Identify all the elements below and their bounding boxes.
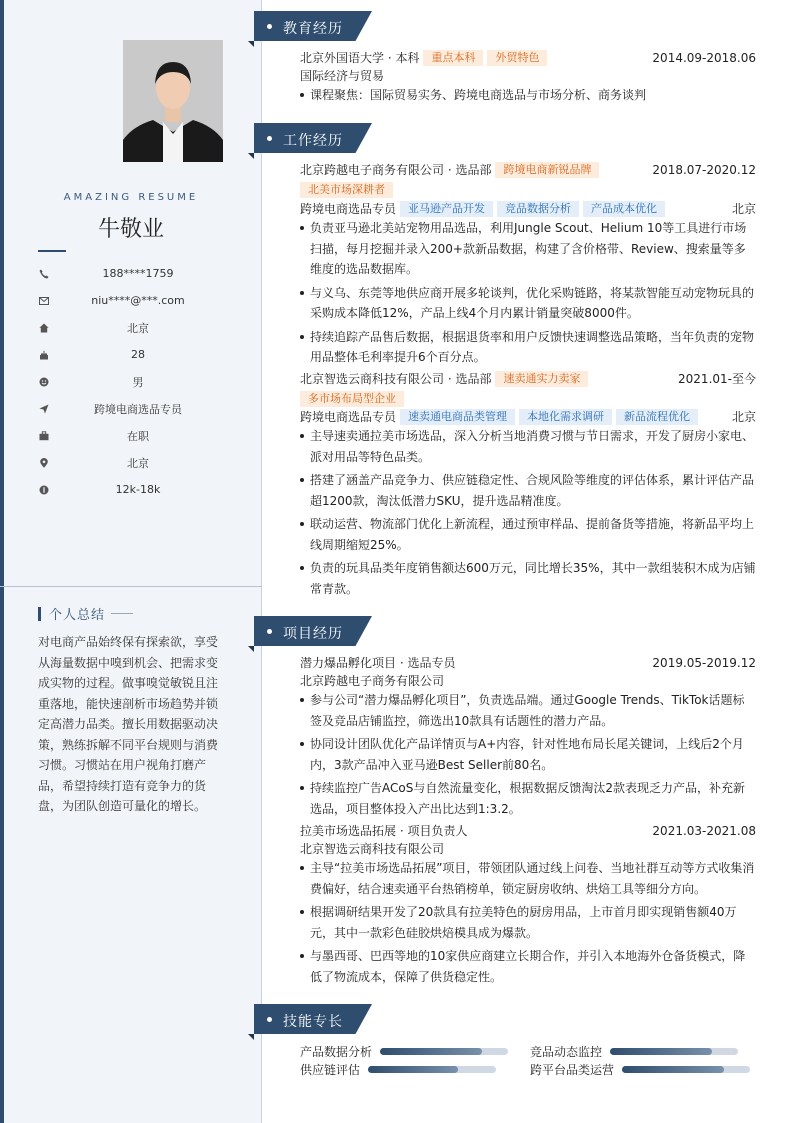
info-value: 男 xyxy=(132,375,144,389)
info-row-status xyxy=(38,422,238,449)
job-company-tag-row xyxy=(296,389,752,409)
bullet-item: 主导速卖通拉美市场选品，深入分析当地消费习惯与节日需求，开发了厨房小家电、派对用品等特色品类。 xyxy=(300,426,756,467)
education-bullets xyxy=(300,85,756,109)
home-icon xyxy=(38,322,50,334)
info-row-salary xyxy=(38,476,238,503)
info-value: 28 xyxy=(131,348,145,361)
role-tag: 产品成本优化 xyxy=(583,201,665,217)
sidebar xyxy=(0,0,262,1123)
job-bullets xyxy=(300,218,756,371)
company-tag: 多市场布局型企业 xyxy=(300,391,404,407)
info-value: 北京 xyxy=(127,321,149,335)
project-name: 拉美市场选品拓展 · 项目负责人 xyxy=(300,824,468,838)
info-row-city xyxy=(38,449,238,476)
info-row-age xyxy=(38,341,238,368)
info-value: 北京 xyxy=(127,456,149,470)
company-tag: 跨境电商新锐品牌 xyxy=(495,162,599,178)
skill-level-bar xyxy=(380,1048,508,1055)
bullet-item: 主导“拉美市场选品拓展”项目，带领团队通过线上问卷、当地社群互动等方式收集消费偏好，结合速卖通平台热销榜单，锁定厨房收纳、烘焙工具等细分方向。 xyxy=(300,858,756,899)
education-date: 2014.09-2018.06 xyxy=(652,51,756,65)
company-tag: 速卖通实力卖家 xyxy=(495,371,588,387)
job-date: 2018.07-2020.12 xyxy=(652,163,756,177)
briefcase-icon xyxy=(38,430,50,442)
skill-level-bar xyxy=(622,1066,750,1073)
skill-item xyxy=(300,1042,508,1060)
bullet-item: 与墨西哥、巴西等地的10家供应商建立长期合作，并引入本地海外仓备货模式，降低了物流成本，保障了供货稳定性。 xyxy=(300,946,756,987)
bullet-item: 参与公司“潜力爆品孵化项目”，负责选品端。通过Google Trends、TikTok话题标签及竞品店铺监控，筛选出10款具有话题性的潜力产品。 xyxy=(300,690,756,731)
job-date: 2021.01-至今 xyxy=(678,372,756,386)
education-tag: 外贸特色 xyxy=(487,50,547,66)
bullet-item: 协同设计团队优化产品详情页与A+内容，针对性地布局长尾关键词，上线后2个月内，3款产品冲入亚马逊Best Seller前80名。 xyxy=(300,734,756,775)
skill-item xyxy=(530,1060,750,1078)
job-bullets xyxy=(300,426,756,602)
skill-name: 跨平台品类运营 xyxy=(530,1062,615,1077)
education-tag: 重点本科 xyxy=(423,50,483,66)
company-name: 北京跨越电子商务有限公司 · 选品部 xyxy=(300,163,492,177)
skill-level-bar xyxy=(610,1048,738,1055)
sidebar-divider xyxy=(0,586,262,587)
skill-item xyxy=(530,1042,738,1060)
section-header-skills xyxy=(254,1004,372,1034)
info-row-gender xyxy=(38,368,238,395)
smiley-icon xyxy=(38,376,50,388)
role-tag: 本地化需求调研 xyxy=(519,409,612,425)
job-role-row xyxy=(300,407,756,427)
section-title: 教育经历 xyxy=(283,21,343,37)
project-company: 北京智选云商科技有限公司 xyxy=(300,842,445,856)
info-row-position xyxy=(38,395,238,422)
role-tag: 新品流程优化 xyxy=(616,409,698,425)
info-value: 188****1759 xyxy=(102,267,174,280)
section-header-work xyxy=(254,123,372,153)
job-city: 北京 xyxy=(731,202,756,216)
summary-title: 个人总结 xyxy=(49,608,106,623)
money-icon xyxy=(38,484,50,496)
info-row-phone xyxy=(38,260,238,287)
main-content xyxy=(262,0,794,1123)
name-underline xyxy=(38,250,66,252)
project-date: 2021.03-2021.08 xyxy=(652,824,756,838)
bullet-item: 联动运营、物流部门优化上新流程，通过预审样品、提前备货等措施，将新品平均上线周期缩短25%。 xyxy=(300,514,756,555)
bullet-item: 与义乌、东莞等地供应商开展多轮谈判，优化采购链路，将某款智能互动宠物玩具的采购成本降低12%，产品上线4个月内累计销量突破8000件。 xyxy=(300,283,756,324)
skill-name: 竞品动态监控 xyxy=(530,1044,603,1059)
job-company-tag-row xyxy=(296,180,752,200)
education-school-row xyxy=(300,48,756,68)
job-company-row xyxy=(300,369,756,389)
location-pin-icon xyxy=(38,457,50,469)
role-tag: 亚马逊产品开发 xyxy=(400,201,493,217)
job-company-row xyxy=(300,160,756,180)
bullet-item: 持续追踪产品售后数据，根据退货率和用户反馈快速调整选品策略，当年负责的宠物用品整体毛利率提升6个百分点。 xyxy=(300,327,756,368)
info-value: 12k-18k xyxy=(115,483,161,496)
skill-item xyxy=(300,1060,496,1078)
skill-level-bar xyxy=(368,1066,496,1073)
info-row-home xyxy=(38,314,238,341)
summary-text: 对电商产品始终保有探索欲，享受从海量数据中嗅到机会、把需求变成实物的过程。做事嗅觉敏锐且注重落地，能快速剖析市场趋势并锁定高潜力品类。擅长用数据驱动决策，熟练拆解不同平台规则与消费习惯。习惯站在用户视角打磨产品，希望持续打造有竞争力的货盘，为团队创造可量化的增长。 xyxy=(38,635,219,813)
role-tag: 速卖通电商品类管理 xyxy=(400,409,515,425)
section-header-projects xyxy=(254,616,372,646)
bullet-item: 持续监控广告ACoS与自然流量变化，根据数据反馈淘汰2款表现乏力产品，补充新选品，项目整体投入产出比达到1:3.2。 xyxy=(300,778,756,819)
bullet-item: 根据调研结果开发了20款具有拉美特色的厨房用品，上市首月即实现销售额40万元，其中一款彩色硅胶烘焙模具成为爆款。 xyxy=(300,902,756,943)
bullet-item: 搭建了涵盖产品竞争力、供应链稳定性、合规风险等维度的评估体系，累计评估产品超1200款，淘汰低潜力SKU，提升选品精准度。 xyxy=(300,470,756,511)
education-major: 国际经济与贸易 xyxy=(300,69,385,83)
candidate-name: 牛敬业 xyxy=(97,217,164,242)
bullet-item: 负责亚马逊北美站宠物用品选品，利用Jungle Scout、Helium 10等工具进行市场扫描，每月挖掘并录入200+款新品数据，构建了含价格带、Review、搜索量等多维度的选品数据库。 xyxy=(300,218,756,280)
company-name: 北京智选云商科技有限公司 · 选品部 xyxy=(300,372,492,386)
skill-name: 产品数据分析 xyxy=(300,1044,373,1059)
mail-icon xyxy=(38,295,50,307)
info-row-email xyxy=(38,287,238,314)
job-role: 跨境电商选品专员 xyxy=(300,202,397,216)
school-name: 北京外国语大学 · 本科 xyxy=(300,51,420,65)
project-bullets xyxy=(300,858,756,990)
contact-info-list xyxy=(38,260,238,503)
section-title: 工作经历 xyxy=(283,133,343,149)
section-title: 技能专长 xyxy=(283,1014,343,1030)
section-header-education xyxy=(254,11,372,41)
project-name: 潜力爆品孵化项目 · 选品专员 xyxy=(300,656,456,670)
resume-tagline: AMAZING RESUME xyxy=(63,192,199,203)
project-date: 2019.05-2019.12 xyxy=(652,656,756,670)
skill-name: 供应链评估 xyxy=(300,1062,361,1077)
job-role-row xyxy=(300,199,756,219)
project-title-row xyxy=(300,653,756,673)
job-role: 跨境电商选品专员 xyxy=(300,410,397,424)
section-title: 项目经历 xyxy=(283,626,343,642)
bullet-item: 课程聚焦：国际贸易实务、跨境电商选品与市场分析、商务谈判 xyxy=(300,85,756,106)
project-title-row xyxy=(300,821,756,841)
phone-icon xyxy=(38,268,50,280)
project-company: 北京跨越电子商务有限公司 xyxy=(300,674,445,688)
company-tag: 北美市场深耕者 xyxy=(300,182,393,198)
role-tag: 竞品数据分析 xyxy=(497,201,579,217)
cake-icon xyxy=(38,349,50,361)
job-city: 北京 xyxy=(731,410,756,424)
info-value: niu****@***.com xyxy=(91,294,185,307)
sidebar-accent-stripe xyxy=(0,0,4,1123)
send-icon xyxy=(38,403,50,415)
project-bullets xyxy=(300,690,756,822)
profile-photo xyxy=(123,40,223,162)
bullet-item: 负责的玩具品类年度销售额达600万元，同比增长35%，其中一款组装积木成为店铺常青款。 xyxy=(300,558,756,599)
info-value: 跨境电商选品专员 xyxy=(94,402,182,416)
info-value: 在职 xyxy=(127,429,149,443)
summary-heading xyxy=(38,604,133,623)
